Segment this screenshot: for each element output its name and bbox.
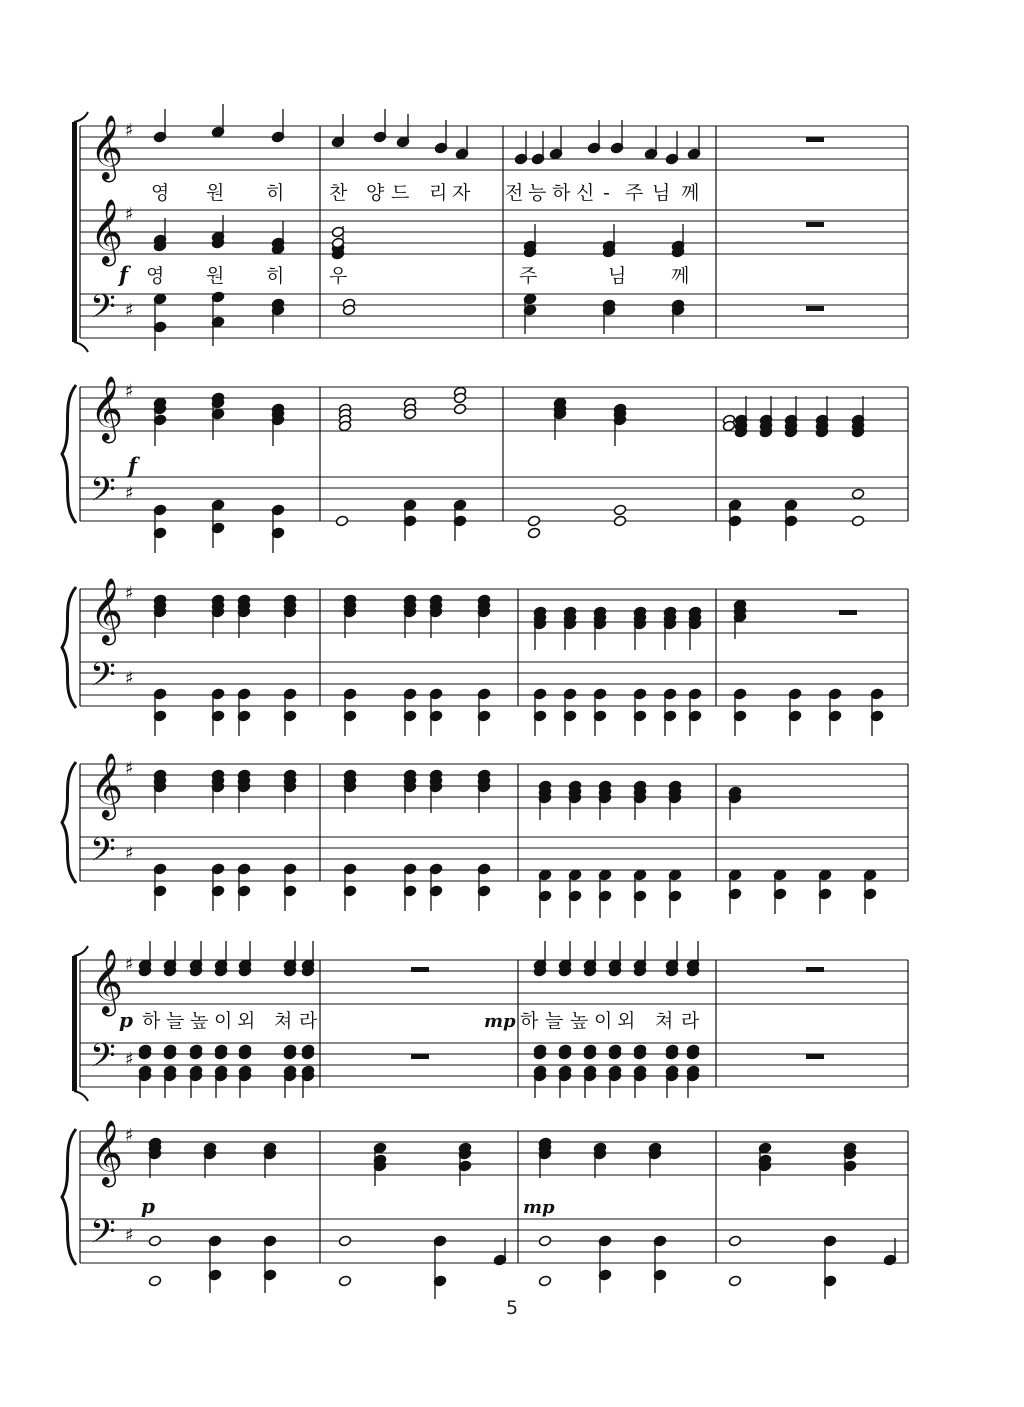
lyric-syllable: 높 — [570, 1010, 589, 1032]
bracket-hook — [74, 112, 88, 122]
lyric-syllable: 신 — [576, 182, 595, 204]
piano-brace — [62, 587, 76, 708]
lyric-syllable: 외 — [237, 1010, 256, 1032]
lyric-syllable: 쳐 — [655, 1010, 674, 1032]
notehead — [851, 488, 864, 500]
key-signature-sharp: ♯ — [125, 300, 134, 321]
alto-lyrics — [117, 262, 689, 287]
notehead — [338, 1275, 351, 1287]
notehead — [527, 515, 540, 527]
notehead — [728, 1235, 741, 1247]
treble-clef: 𝄞 — [90, 1120, 124, 1185]
lyric-syllable: 쳐 — [274, 1010, 293, 1032]
key-signature-sharp: ♯ — [125, 381, 134, 402]
lyric-syllable: 원 — [206, 182, 225, 204]
system-brackets — [62, 112, 88, 1265]
system4-lyrics — [119, 1008, 700, 1032]
lyric-syllable: 드 — [391, 182, 410, 204]
treble-clef: 𝄞 — [90, 376, 124, 441]
lyric-syllable: 외 — [617, 1010, 636, 1032]
lyric-syllable: 영 — [151, 182, 170, 204]
dynamic-forte: f — [119, 262, 129, 287]
lyric-syllable: 히 — [266, 182, 285, 204]
lyric-syllable: 자 — [452, 182, 471, 204]
rests — [411, 137, 857, 1059]
notehead — [851, 515, 864, 527]
treble-clef: 𝄞 — [90, 949, 124, 1014]
lyric-syllable: 리 — [429, 182, 448, 204]
lyric-syllable: 하 — [520, 1010, 539, 1032]
lyric-syllable: 님 — [608, 265, 627, 287]
whole-rest — [806, 222, 824, 227]
lyric-syllable: 께 — [671, 265, 690, 287]
lyric-syllable: - — [603, 182, 610, 204]
notehead — [613, 515, 626, 527]
whole-rest — [839, 610, 857, 615]
lyric-syllable: 양 — [366, 182, 385, 204]
treble-clef: 𝄞 — [90, 115, 124, 180]
whole-rest — [806, 137, 824, 142]
whole-rest — [806, 967, 824, 972]
key-signature-sharp: ♯ — [125, 668, 134, 689]
lyric-syllable: 찬 — [329, 182, 348, 204]
lyric-syllable: 늘 — [545, 1010, 564, 1032]
lyric-syllable: 히 — [266, 265, 285, 287]
key-signature-sharp: ♯ — [125, 843, 134, 864]
whole-rest — [806, 1054, 824, 1059]
lyric-syllable: 주 — [625, 182, 644, 204]
piano-brace — [62, 762, 76, 883]
soprano-lyrics — [151, 181, 699, 204]
lyric-syllable: 원 — [206, 265, 225, 287]
key-signature-sharp: ♯ — [125, 1049, 134, 1070]
whole-rest — [411, 967, 429, 972]
lyric-syllable: 하 — [142, 1010, 161, 1032]
lyric-syllable: 우 — [329, 265, 348, 287]
lyric-syllable: 이 — [594, 1010, 613, 1032]
key-signature-sharp: ♯ — [125, 1125, 134, 1146]
key-signature-sharp: ♯ — [125, 204, 134, 225]
dynamic-mezzo-piano-accomp: mp — [523, 1197, 555, 1218]
lyric-syllable: 늘 — [166, 1010, 185, 1032]
treble-clef: 𝄞 — [90, 199, 124, 264]
bass-clef: 𝄢 — [90, 288, 116, 334]
lyric-syllable: 이 — [214, 1010, 233, 1032]
bass-clef: 𝄢 — [90, 1213, 116, 1259]
piano-brace — [62, 385, 76, 523]
key-signature-sharp: ♯ — [125, 758, 134, 779]
page-number: 5 — [505, 1297, 519, 1319]
notehead — [527, 527, 540, 539]
bass-clef: 𝄢 — [90, 656, 116, 702]
lyric-syllable: 께 — [681, 182, 700, 204]
notehead — [538, 1275, 551, 1287]
dynamic-piano-accomp: p — [141, 1194, 155, 1218]
treble-clef: 𝄞 — [90, 753, 124, 818]
notehead — [335, 515, 348, 527]
key-signature-sharp: ♯ — [125, 583, 134, 604]
bracket-hook — [74, 946, 88, 956]
bass-clef: 𝄢 — [90, 831, 116, 877]
dynamic-mezzo-piano: mp — [484, 1011, 516, 1032]
key-signature-sharp: ♯ — [125, 483, 134, 504]
choir-bracket — [72, 122, 77, 342]
lyric-syllable: 라 — [681, 1010, 700, 1032]
dynamic-piano: p — [119, 1008, 133, 1032]
whole-rest — [806, 306, 824, 311]
lyric-syllable: 영 — [146, 265, 165, 287]
key-signature-sharp: ♯ — [125, 120, 134, 141]
dynamic-forte-piano: f — [128, 453, 138, 478]
notehead — [613, 504, 626, 516]
lyric-syllable: 하 — [552, 182, 571, 204]
piano-brace — [62, 1129, 76, 1265]
lyric-syllable: 능 — [528, 182, 547, 204]
lyric-syllable: 높 — [190, 1010, 209, 1032]
key-signature-sharp: ♯ — [125, 954, 134, 975]
lyric-syllable: 전 — [505, 182, 524, 204]
staff-lines — [80, 126, 908, 1263]
notehead — [148, 1235, 161, 1247]
bracket-hook — [74, 1091, 88, 1101]
notehead — [453, 403, 466, 415]
bracket-hook — [74, 342, 88, 352]
notehead — [538, 1235, 551, 1247]
treble-clef: 𝄞 — [90, 578, 124, 643]
notehead — [728, 1275, 741, 1287]
lyric-syllable: 님 — [652, 182, 671, 204]
notehead — [148, 1275, 161, 1287]
bass-clef: 𝄢 — [90, 1037, 116, 1083]
lyric-syllable: 라 — [299, 1010, 318, 1032]
notehead — [338, 1235, 351, 1247]
bass-clef: 𝄢 — [90, 471, 116, 517]
choir-bracket — [72, 956, 77, 1091]
lyric-syllable: 주 — [519, 265, 538, 287]
key-signature-sharp: ♯ — [125, 1225, 134, 1246]
whole-rest — [411, 1054, 429, 1059]
